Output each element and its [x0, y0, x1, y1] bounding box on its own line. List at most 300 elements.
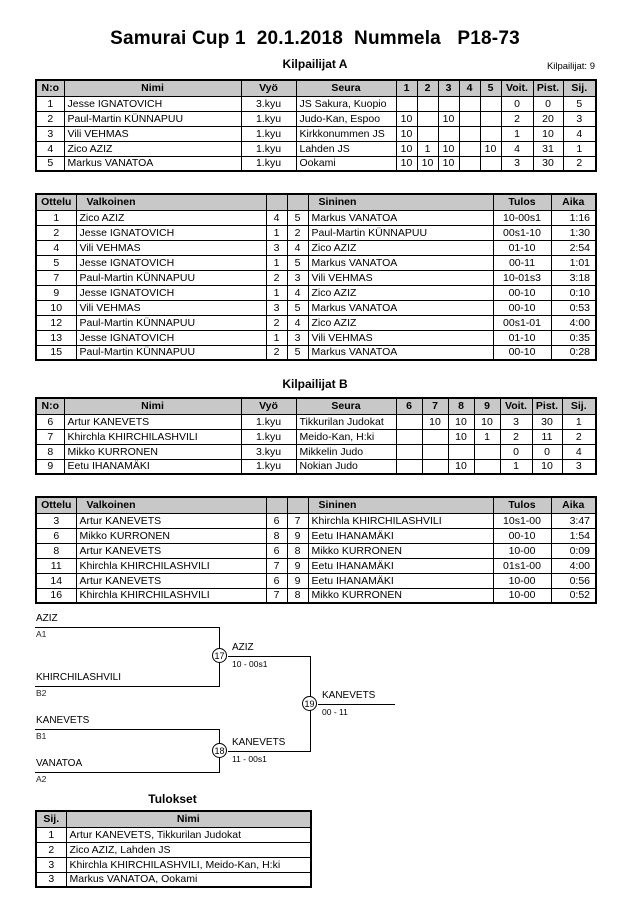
table-cell: Kirkkonummen JS: [296, 126, 396, 141]
table-cell: 9: [287, 528, 308, 543]
table-cell: [480, 156, 501, 171]
table-cell: [396, 96, 417, 111]
table-cell: 15: [36, 345, 76, 360]
semi1-blue-seed: B2: [36, 688, 47, 698]
table-cell: 10: [448, 459, 474, 474]
table-cell: 1.kyu: [241, 141, 296, 156]
table-cell: Markus VANATOA: [308, 255, 493, 270]
table-cell: 4: [287, 240, 308, 255]
table-cell: Paul-Martin KÜNNAPUU: [308, 225, 493, 240]
table-cell: 0: [500, 444, 532, 459]
column-header: Seura: [296, 80, 396, 96]
table-cell: 8: [287, 543, 308, 558]
table-cell: Vili VEHMAS: [308, 330, 493, 345]
table-cell: 6: [266, 543, 287, 558]
column-header: 6: [396, 398, 422, 414]
table-cell: 20: [533, 111, 563, 126]
table-cell: 2: [36, 225, 76, 240]
table-cell: 4:00: [551, 558, 596, 573]
table-cell: [396, 444, 422, 459]
table-cell: 31: [533, 141, 563, 156]
table-cell: 3: [287, 270, 308, 285]
table-cell: 2: [266, 270, 287, 285]
match-19-number: 19: [302, 696, 317, 711]
table-cell: JS Sakura, Kuopio: [296, 96, 396, 111]
table-cell: 0:10: [551, 285, 596, 300]
table-cell: 8: [287, 588, 308, 603]
table-cell: Paul-Martin KÜNNAPUU: [76, 270, 266, 285]
table-cell: Jesse IGNATOVICH: [64, 96, 241, 111]
table-row: [36, 459, 596, 474]
column-header: Nimi: [64, 80, 241, 96]
table-cell: Artur KANEVETS: [76, 543, 266, 558]
table-cell: 3.kyu: [241, 96, 296, 111]
table-cell: 10: [448, 429, 474, 444]
table-cell: 4: [563, 126, 596, 141]
table-cell: 3: [36, 126, 64, 141]
table-cell: 2: [562, 429, 596, 444]
column-header: [287, 194, 308, 210]
table-cell: 0: [532, 444, 562, 459]
table-cell: 2:54: [551, 240, 596, 255]
column-header: [266, 497, 287, 513]
table-row: [36, 210, 596, 225]
table-row: [36, 141, 596, 156]
table-header-row: [36, 811, 311, 827]
bracket-line: [35, 686, 220, 687]
semi1-winner-name: AZIZ: [232, 642, 254, 653]
table-cell: 10-00: [493, 573, 551, 588]
column-header: Aika: [551, 497, 596, 513]
table-cell: [474, 459, 500, 474]
table-cell: 00s1-10: [493, 225, 551, 240]
table-cell: Khirchla KHIRCHILASHVILI, Meido-Kan, H:ki: [66, 857, 311, 872]
table-cell: 10-01s3: [493, 270, 551, 285]
table-cell: Vili VEHMAS: [76, 300, 266, 315]
column-header: 8: [448, 398, 474, 414]
table-cell: [459, 111, 480, 126]
table-cell: 5: [36, 156, 64, 171]
column-header: Voit.: [501, 80, 533, 96]
table-cell: 2: [287, 225, 308, 240]
table-cell: 11: [532, 429, 562, 444]
table-cell: [474, 444, 500, 459]
table-cell: 7: [36, 429, 64, 444]
table-cell: Artur KANEVETS: [64, 414, 241, 429]
ottelut-b-table: [35, 496, 597, 604]
table-cell: Jesse IGNATOVICH: [76, 225, 266, 240]
table-cell: Khirchla KHIRCHILASHVILI: [308, 513, 493, 528]
table-cell: 1: [266, 255, 287, 270]
table-cell: 0:52: [551, 588, 596, 603]
table-row: [36, 156, 596, 171]
table-cell: 10: [448, 414, 474, 429]
competitor-count-label: Kilpailijat: 9: [546, 61, 595, 72]
table-cell: [417, 96, 438, 111]
column-header: Valkoinen: [76, 194, 266, 210]
table-cell: Zico AZIZ: [308, 315, 493, 330]
tulokset-heading: Tulokset: [148, 792, 197, 806]
table-cell: 1.kyu: [241, 111, 296, 126]
semi1-white-name: AZIZ: [36, 613, 58, 624]
table-cell: [459, 156, 480, 171]
column-header: Nimi: [64, 398, 241, 414]
table-cell: [459, 96, 480, 111]
semi2-white-name: KANEVETS: [36, 715, 90, 726]
table-row: [36, 842, 311, 857]
table-cell: 10: [438, 111, 459, 126]
table-cell: Mikko KURRONEN: [308, 543, 493, 558]
bracket-line: [228, 656, 310, 657]
table-cell: Vili VEHMAS: [308, 270, 493, 285]
column-header: 1: [396, 80, 417, 96]
table-cell: 12: [36, 315, 76, 330]
table-cell: Paul-Martin KÜNNAPUU: [64, 111, 241, 126]
table-cell: [422, 444, 448, 459]
table-cell: 3:18: [551, 270, 596, 285]
semi2-white-seed: B1: [36, 731, 47, 741]
table-cell: 4: [36, 240, 76, 255]
table-row: [36, 543, 596, 558]
table-row: [36, 240, 596, 255]
table-cell: Lahden JS: [296, 141, 396, 156]
table-cell: 10: [396, 156, 417, 171]
table-cell: 00-10: [493, 285, 551, 300]
column-header: 7: [422, 398, 448, 414]
table-row: [36, 225, 596, 240]
table-cell: Eetu IHANAMÄKI: [64, 459, 241, 474]
table-cell: Mikko KURRONEN: [308, 588, 493, 603]
tournament-results-page: [0, 28, 630, 888]
table-row: [36, 528, 596, 543]
table-cell: 2: [36, 842, 66, 857]
table-cell: 9: [287, 573, 308, 588]
table-cell: [480, 126, 501, 141]
table-cell: Judo-Kan, Espoo: [296, 111, 396, 126]
table-cell: 10: [417, 156, 438, 171]
table-cell: [396, 414, 422, 429]
table-cell: 11: [36, 558, 76, 573]
table-cell: Artur KANEVETS: [76, 513, 266, 528]
table-cell: 10: [474, 414, 500, 429]
table-cell: Mikko KURRONEN: [64, 444, 241, 459]
table-cell: 9: [36, 459, 64, 474]
semi1-white-seed: A1: [36, 629, 47, 639]
table-cell: [438, 126, 459, 141]
table-cell: 1:01: [551, 255, 596, 270]
table-cell: [480, 111, 501, 126]
table-cell: 0: [533, 96, 563, 111]
table-cell: 3: [500, 414, 532, 429]
table-cell: Mikkelin Judo: [296, 444, 396, 459]
table-cell: 1:54: [551, 528, 596, 543]
table-cell: 2: [563, 156, 596, 171]
table-cell: [417, 111, 438, 126]
column-header: N:o: [36, 80, 64, 96]
column-header: 5: [480, 80, 501, 96]
table-cell: 10: [480, 141, 501, 156]
column-header: 4: [459, 80, 480, 96]
column-header: N:o: [36, 398, 64, 414]
table-cell: [396, 429, 422, 444]
table-cell: 01-10: [493, 240, 551, 255]
table-cell: Mikko KURRONEN: [76, 528, 266, 543]
table-row: [36, 429, 596, 444]
table-cell: 1: [562, 414, 596, 429]
table-cell: 10: [396, 111, 417, 126]
table-row: [36, 573, 596, 588]
table-cell: 7: [36, 270, 76, 285]
table-cell: 3: [266, 300, 287, 315]
table-cell: 5: [287, 300, 308, 315]
tulokset-table: [35, 810, 312, 888]
table-cell: 5: [563, 96, 596, 111]
table-cell: 9: [36, 285, 76, 300]
table-cell: 0:28: [551, 345, 596, 360]
table-cell: 13: [36, 330, 76, 345]
column-header: Vyö: [241, 398, 296, 414]
table-cell: [422, 429, 448, 444]
table-cell: 0:56: [551, 573, 596, 588]
table-cell: 5: [287, 210, 308, 225]
column-header: Voit.: [500, 398, 532, 414]
table-cell: [417, 126, 438, 141]
table-cell: 1.kyu: [241, 156, 296, 171]
table-cell: 1: [266, 330, 287, 345]
table-cell: 00-11: [493, 255, 551, 270]
table-cell: Eetu IHANAMÄKI: [308, 558, 493, 573]
table-cell: Zico AZIZ: [308, 285, 493, 300]
table-cell: 00-10: [493, 528, 551, 543]
table-row: [36, 558, 596, 573]
column-header: Nimi: [66, 811, 311, 827]
table-row: [36, 111, 596, 126]
table-cell: 1.kyu: [241, 414, 296, 429]
table-row: [36, 444, 596, 459]
table-cell: 4: [266, 210, 287, 225]
table-cell: 8: [36, 444, 64, 459]
table-cell: 3: [36, 513, 76, 528]
column-header: Tulos: [493, 497, 551, 513]
table-cell: 16: [36, 588, 76, 603]
table-row: [36, 300, 596, 315]
table-cell: 00-10: [493, 300, 551, 315]
table-cell: 6: [36, 414, 64, 429]
column-header: Sij.: [36, 811, 66, 827]
table-cell: 1.kyu: [241, 126, 296, 141]
table-cell: 3: [287, 330, 308, 345]
column-header: 2: [417, 80, 438, 96]
table-row: [36, 255, 596, 270]
semi1-score: 10 - 00s1: [232, 659, 268, 669]
table-cell: 1: [501, 126, 533, 141]
table-cell: 1:30: [551, 225, 596, 240]
table-cell: 3:47: [551, 513, 596, 528]
bracket-line: [35, 627, 220, 628]
table-cell: Khirchla KHIRCHILASHVILI: [76, 558, 266, 573]
table-cell: Markus VANATOA, Ookami: [66, 872, 311, 887]
table-cell: 4: [501, 141, 533, 156]
table-cell: Nokian Judo: [296, 459, 396, 474]
table-cell: 10: [438, 141, 459, 156]
kilpailijat-a-heading: Kilpailijat A: [282, 57, 348, 71]
table-cell: 3.kyu: [241, 444, 296, 459]
table-cell: 1: [36, 96, 64, 111]
table-cell: 7: [266, 588, 287, 603]
table-cell: 2: [266, 315, 287, 330]
column-header: Sij.: [562, 398, 596, 414]
semi2-blue-name: VANATOA: [36, 758, 83, 769]
table-cell: Zico AZIZ, Lahden JS: [66, 842, 311, 857]
table-cell: 7: [287, 513, 308, 528]
table-cell: Paul-Martin KÜNNAPUU: [76, 315, 266, 330]
bracket-line: [35, 729, 220, 730]
table-cell: 5: [36, 255, 76, 270]
semi2-score: 11 - 00s1: [232, 754, 267, 764]
table-cell: Zico AZIZ: [76, 210, 266, 225]
column-header: [266, 194, 287, 210]
semi1-blue-name: KHIRCHILASHVILI: [36, 672, 122, 683]
table-cell: 1: [417, 141, 438, 156]
table-cell: Jesse IGNATOVICH: [76, 255, 266, 270]
match-17-number: 17: [212, 648, 227, 663]
table-cell: 10s1-00: [493, 513, 551, 528]
table-cell: 4: [287, 285, 308, 300]
table-cell: Khirchla KHIRCHILASHVILI: [64, 429, 241, 444]
table-cell: 10-00s1: [493, 210, 551, 225]
table-cell: [422, 459, 448, 474]
page-title: Samurai Cup 1 20.1.2018 Nummela P18-73: [110, 28, 520, 49]
table-cell: 10: [532, 459, 562, 474]
table-cell: 1.kyu: [241, 459, 296, 474]
table-cell: 8: [36, 543, 76, 558]
column-header: Tulos: [493, 194, 551, 210]
table-row: [36, 588, 596, 603]
column-header: Sininen: [308, 194, 493, 210]
table-cell: Artur KANEVETS: [76, 573, 266, 588]
table-cell: 0:09: [551, 543, 596, 558]
table-row: [36, 96, 596, 111]
table-cell: 4: [562, 444, 596, 459]
table-row: [36, 330, 596, 345]
table-row: [36, 827, 311, 842]
table-cell: 10: [396, 141, 417, 156]
table-cell: 3: [266, 240, 287, 255]
table-cell: Meido-Kan, H:ki: [296, 429, 396, 444]
column-header: Sininen: [308, 497, 493, 513]
table-cell: 1:16: [551, 210, 596, 225]
table-cell: 1: [266, 225, 287, 240]
table-cell: Markus VANATOA: [308, 210, 493, 225]
kilpailijat-a-table: [35, 79, 597, 172]
table-cell: 10: [36, 300, 76, 315]
column-header: Pist.: [533, 80, 563, 96]
table-cell: Eetu IHANAMÄKI: [308, 528, 493, 543]
table-cell: 10: [438, 156, 459, 171]
table-cell: [459, 126, 480, 141]
table-cell: 10: [422, 414, 448, 429]
table-header-row: [36, 398, 596, 414]
table-cell: 0: [501, 96, 533, 111]
match-18-number: 18: [212, 743, 227, 758]
table-cell: [459, 141, 480, 156]
table-header-row: [36, 80, 596, 96]
table-cell: 3: [36, 857, 66, 872]
table-cell: 5: [287, 345, 308, 360]
column-header: 3: [438, 80, 459, 96]
table-row: [36, 270, 596, 285]
table-cell: Eetu IHANAMÄKI: [308, 573, 493, 588]
table-cell: 30: [533, 156, 563, 171]
table-cell: Paul-Martin KÜNNAPUU: [76, 345, 266, 360]
table-cell: 4: [36, 141, 64, 156]
kilpailijat-a-header-row: [0, 57, 630, 73]
table-cell: 01-10: [493, 330, 551, 345]
final-score: 00 - 11: [322, 707, 348, 717]
column-header: Vyö: [241, 80, 296, 96]
column-header: Aika: [551, 194, 596, 210]
column-header: Valkoinen: [76, 497, 266, 513]
table-cell: [438, 96, 459, 111]
table-cell: Markus VANATOA: [308, 300, 493, 315]
table-row: [36, 414, 596, 429]
table-cell: Zico AZIZ: [64, 141, 241, 156]
table-cell: 2: [500, 429, 532, 444]
table-cell: Jesse IGNATOVICH: [76, 285, 266, 300]
table-cell: 0:35: [551, 330, 596, 345]
table-row: [36, 315, 596, 330]
table-cell: 2: [501, 111, 533, 126]
elimination-bracket: [0, 612, 630, 790]
table-row: [36, 513, 596, 528]
table-cell: Markus VANATOA: [308, 345, 493, 360]
table-cell: 01s1-00: [493, 558, 551, 573]
table-cell: 9: [287, 558, 308, 573]
table-cell: Markus VANATOA: [64, 156, 241, 171]
table-cell: Zico AZIZ: [308, 240, 493, 255]
semi2-winner-name: KANEVETS: [232, 737, 286, 748]
column-header: [287, 497, 308, 513]
table-cell: 10: [533, 126, 563, 141]
table-cell: [448, 444, 474, 459]
column-header: Seura: [296, 398, 396, 414]
table-cell: Khirchla KHIRCHILASHVILI: [76, 588, 266, 603]
table-cell: 00-10: [493, 345, 551, 360]
table-cell: 6: [266, 513, 287, 528]
table-cell: 1: [563, 141, 596, 156]
table-cell: 30: [532, 414, 562, 429]
table-cell: 7: [266, 558, 287, 573]
kilpailijat-b-heading: Kilpailijat B: [282, 377, 348, 391]
table-cell: 3: [563, 111, 596, 126]
ottelut-a-table: [35, 193, 597, 361]
table-cell: 2: [266, 345, 287, 360]
table-cell: 1: [474, 429, 500, 444]
table-cell: 4:00: [551, 315, 596, 330]
table-cell: 4: [287, 315, 308, 330]
table-cell: Vili VEHMAS: [76, 240, 266, 255]
table-cell: 2: [36, 111, 64, 126]
table-header-row: [36, 497, 596, 513]
bracket-line: [35, 772, 220, 773]
column-header: Ottelu: [36, 194, 76, 210]
column-header: Ottelu: [36, 497, 76, 513]
table-cell: 10: [396, 126, 417, 141]
table-row: [36, 345, 596, 360]
table-row: [36, 126, 596, 141]
bracket-line: [228, 751, 310, 752]
bracket-line: [318, 704, 395, 705]
